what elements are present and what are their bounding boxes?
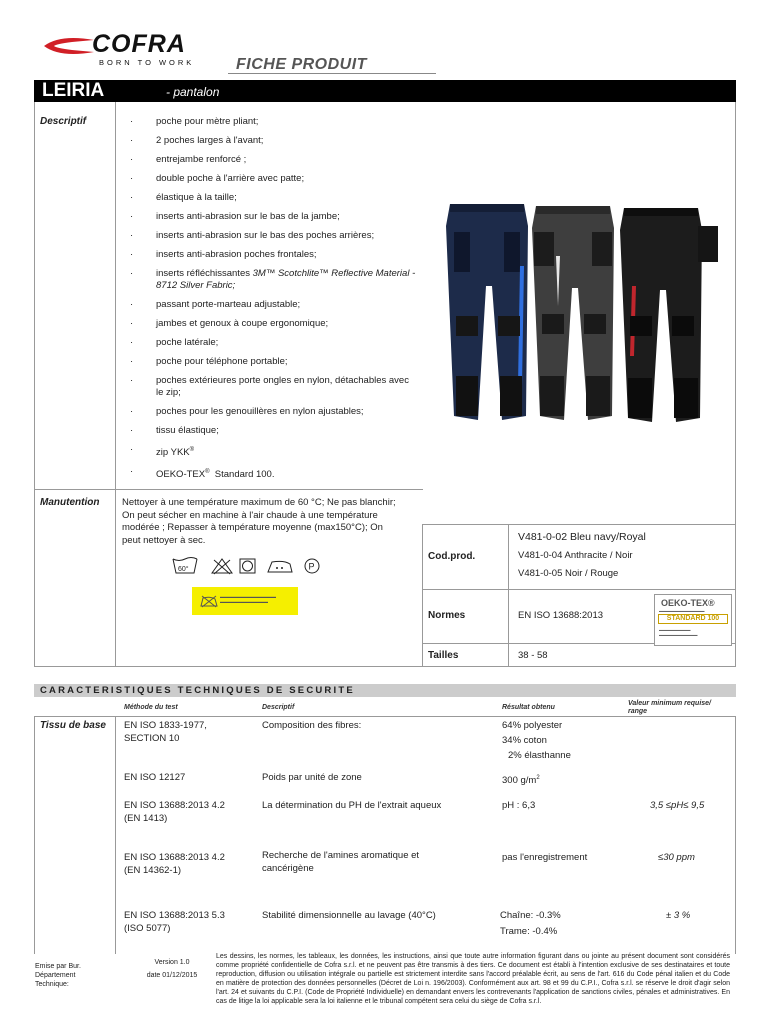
table-row-5-min: ± 3 % [666, 910, 691, 921]
attention-label [192, 587, 298, 615]
normes-value: EN ISO 13688:2013 [518, 610, 604, 621]
product-title-bar [34, 80, 736, 102]
attention-label-fineprint: ▬▬▬▬▬▬▬▬▬▬▬▬▬▬ ▬▬▬▬▬▬▬▬▬▬▬▬ [220, 594, 276, 604]
svg-text:60°: 60° [178, 566, 189, 573]
table-row-3-desc: La détermination du PH de l'extrait aqueux [262, 800, 442, 811]
product-subtitle: - pantalon [166, 85, 220, 99]
table-row-4-min: ≤30 ppm [658, 852, 695, 863]
table-row-4-result: pas l'enregistrement [502, 852, 588, 863]
trousers-anthracite [532, 206, 614, 420]
codprod-value-1: V481-0-02 Bleu navy/Royal [518, 531, 646, 543]
cod-value-divider [508, 524, 509, 667]
svg-text:P: P [308, 561, 315, 572]
table-row-3-result: pH : 6,3 [502, 800, 536, 811]
cofra-logo [42, 30, 202, 68]
table-row-1-result-2: 34% coton [502, 735, 547, 746]
list-item: · tissu élastique; [130, 425, 219, 436]
list-item: · entrejambe renforcé ; [130, 154, 247, 165]
normes-label: Normes [428, 610, 466, 621]
trousers-navy [446, 204, 528, 420]
carac-section-header [34, 684, 736, 697]
care-symbols [172, 556, 342, 576]
wash-60-icon [173, 558, 197, 574]
codprod-top-line [422, 524, 736, 525]
tissu-de-base-label: Tissu de base [40, 720, 106, 731]
list-item: · OEKO-TEX® Standard 100. [130, 466, 275, 481]
table-row-1-result-3: 2% élasthanne [508, 750, 571, 761]
table-row-1-result-1: 64% polyester [502, 720, 563, 731]
list-item: · poche pour mètre pliant; [130, 116, 259, 127]
feature-list [128, 116, 418, 488]
trousers-black-red [620, 208, 718, 422]
list-item: · inserts anti-abrasion sur le bas de la jambe; [130, 211, 340, 222]
descriptif-divider [34, 489, 423, 490]
codprod-value-3: V481-0-05 Noir / Rouge [518, 568, 619, 579]
title-rule [228, 73, 436, 74]
footer-issuer: Emise par Bur. Département Technique: [35, 963, 81, 988]
list-item: · jambes et genoux à coupe ergonomique; [130, 318, 329, 329]
care-instructions: Nettoyer à une température maximum de 60 °C; Ne pas blanchir; On peut sécher en machine à l'air chaude à une température modérée ; Repasser à température moyenne (max150°C); On peut nettoyer à sec. [122, 497, 396, 546]
iron-icon [268, 561, 292, 572]
product-photo [432, 196, 734, 426]
tailles-value: 38 - 58 [518, 650, 548, 661]
table-row-3-method: EN ISO 13688:2013 4.2 (EN 1413) [124, 800, 225, 824]
table-row-1-desc: Composition des fibres: [262, 720, 362, 731]
col-header-method: Méthode du test [124, 704, 178, 711]
no-bleach-icon [212, 559, 232, 574]
table-row-1-method: EN ISO 1833-1977, SECTION 10 [124, 720, 207, 744]
cod-label-divider-left [422, 524, 423, 667]
oeko-tex-logo: OEKO-TEX® ▬▬▬▬▬▬▬▬▬▬▬▬▬ STANDARD 100 ▬▬▬▬▬▬▬▬▬ ▬▬▬▬▬▬▬▬▬▬▬ [654, 594, 732, 646]
table-row-2-result: 300 $g/m^2$ [502, 775, 540, 787]
brand-tagline: BORN TO WORK [99, 58, 195, 67]
product-name: LEIRIA [42, 80, 105, 101]
tailles-label: Tailles [428, 650, 459, 661]
list-item: · inserts anti-abrasion sur le bas des poches arrières; [130, 230, 375, 241]
list-item: · inserts réfléchissantes 3M™ Scotchlite™ Reflective Material - 8712 Silver Fabric; [130, 268, 416, 291]
table-row-2-desc: Poids par unité de zone [262, 772, 362, 783]
table-row-3-min: 3,5 ≤pH≤ 9,5 [650, 800, 705, 811]
footer-legal-notice: Les dessins, les normes, les tableaux, les données, les instructions, ainsi que toute autre information figurant dans ou jointe au présent document sont considérés comme propriété confidentielle de Cofra s.r.l. et ne peuvent pas être transmis à des tiers. Ce document est établi à l'intention exclusive de ses destinataires et toute reproduction, diffusion ou utilisation intégrale ou partielle est strictement interdite sans l'accord préalable écrit, au sens de l'art. 616 du Code pénal italien et du Code en matière de protection des données personnelles (Décret de Loi n. 196/2003). Conformément aux art. 98 et 99 du C.P.I., Cofra s.r.l. se réserve le droit d'agir selon l'art. 24 et suivants du C.P.I. (Code de Propriété Individuelle) en demandant envers les contrevenants l'application de sanctions civiles, pénales et administratives. En cas de litige la loi applicable sera la loi italienne et le tribunal compétent sera celui du siège de Cofra s.r.l. [216, 953, 730, 1005]
list-item: · passant porte-marteau adjustable; [130, 299, 301, 310]
normes-top-line [422, 589, 736, 590]
table-row-4-desc: Recherche de l'amines aromatique et cancérigène [262, 850, 420, 874]
codprod-value-2: V481-0-04 Anthracite / Noir [518, 550, 633, 561]
col-header-result: Résultat obtenu [502, 704, 555, 711]
col-header-min: Valeur minimum requise/ range [628, 700, 711, 715]
list-item: · zip YKK® [130, 444, 195, 459]
list-item: · poches pour les genouillères en nylon ajustables; [130, 406, 364, 417]
list-item: · poche pour téléphone portable; [130, 356, 288, 367]
table-top-line [34, 716, 736, 717]
codprod-label: Cod.prod. [428, 551, 476, 562]
descriptif-label: Descriptif [40, 116, 87, 127]
table-row-5-method: EN ISO 13688:2013 5.3 (ISO 5077) [124, 910, 225, 934]
list-item: · double poche à l'arrière avec patte; [130, 173, 305, 184]
list-item: · poches extérieures porte ongles en nylon, détachables avec le zip; [130, 375, 409, 398]
table-row-5-desc: Stabilité dimensionnelle au lavage (40°C) [262, 910, 436, 921]
list-item: · poche latérale; [130, 337, 219, 348]
table-row-4-method: EN ISO 13688:2013 4.2 (EN 14362-1) [124, 852, 225, 876]
table-row-5-result-2: Trame: -0.4% [500, 926, 558, 937]
table-row-5-result-1: Chaîne: -0.3% [500, 910, 561, 921]
tumble-dry-icon [240, 559, 255, 573]
warning-iron-icon [200, 594, 218, 608]
label-column-divider [115, 102, 116, 667]
list-item: · élastique à la taille; [130, 192, 237, 203]
manutention-label: Manutention [40, 497, 100, 508]
brand-name: COFRA [92, 30, 186, 58]
col-header-desc: Descriptif [262, 704, 295, 711]
table-row-2-method: EN ISO 12127 [124, 772, 186, 783]
document-title: FICHE PRODUIT [236, 56, 367, 73]
dry-clean-p-icon [305, 559, 319, 573]
footer-version: Version 1.0 date 01/12/2015 [146, 959, 198, 979]
list-item: · 2 poches larges à l'avant; [130, 135, 264, 146]
list-item: · inserts anti-abrasion poches frontales; [130, 249, 317, 260]
carac-section-title: CARACTERISTIQUES TECHNIQUES DE SECURITE [40, 685, 355, 696]
table-group-divider [115, 716, 116, 954]
